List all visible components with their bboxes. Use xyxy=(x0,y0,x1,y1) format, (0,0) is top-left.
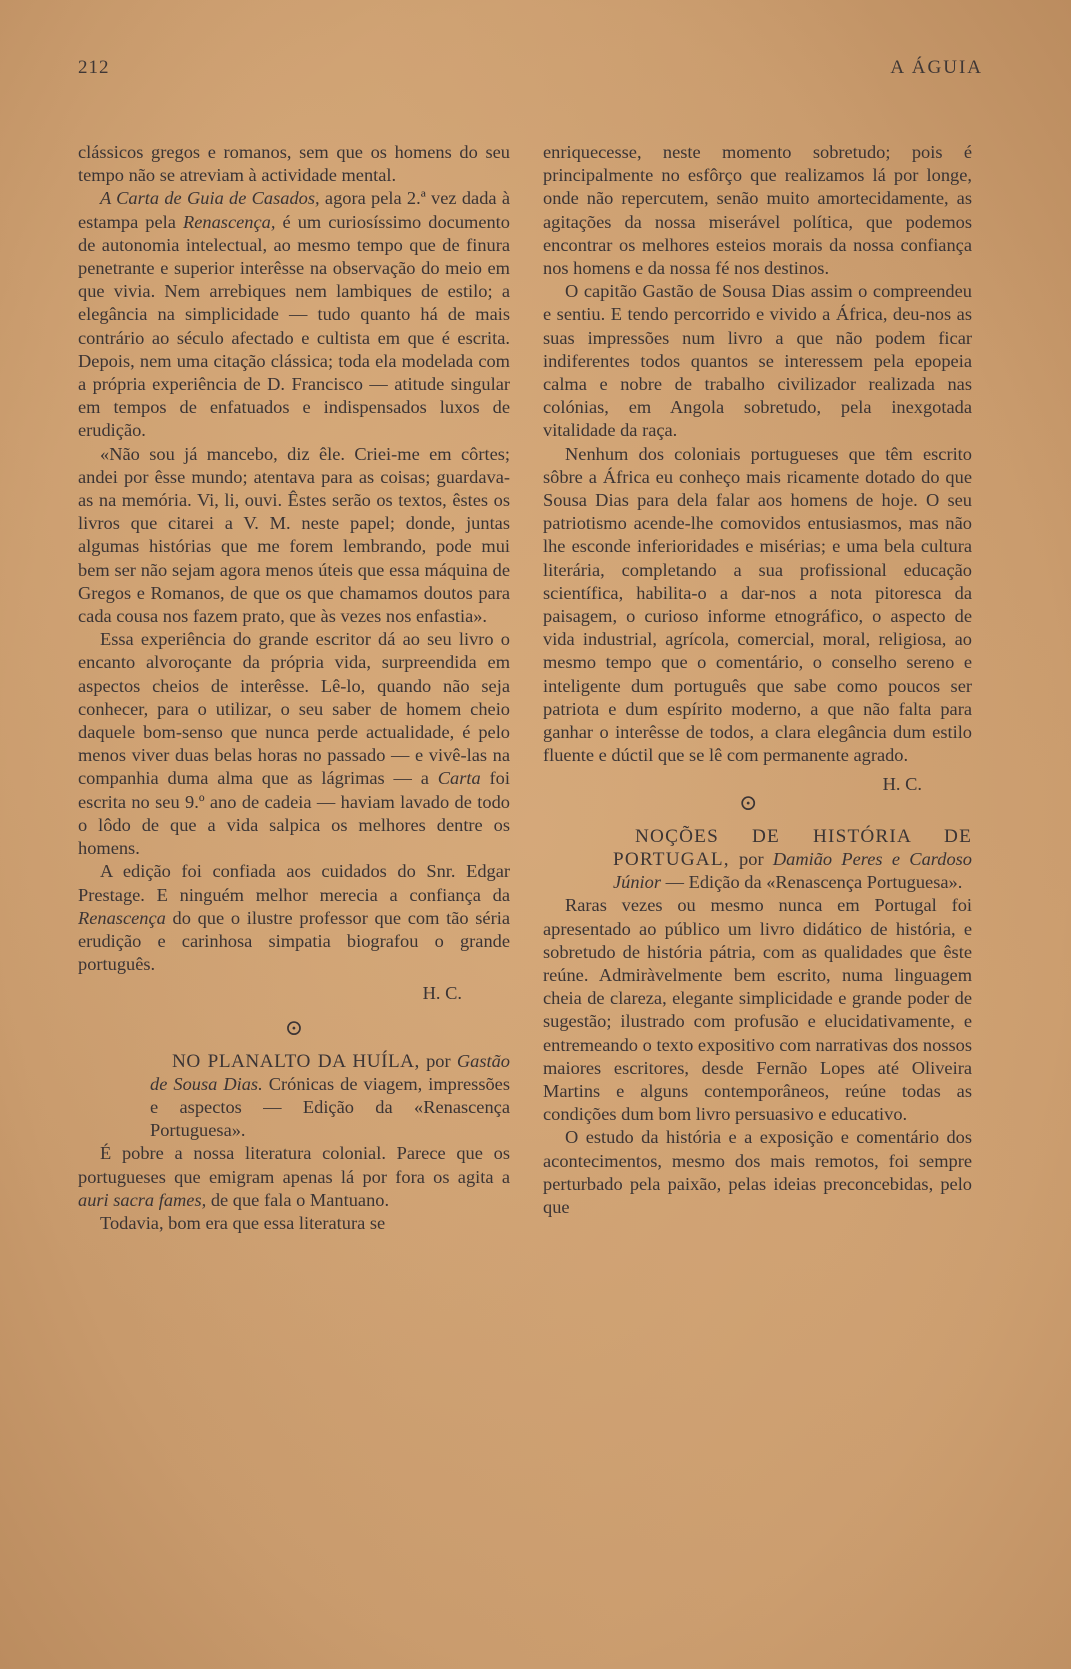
text-run: é um curiosíssimo documento de autonomia intelectual, ao mesmo tempo que de finura penetrante e superior interêsse na observação do meio em que vivia. Nem arrebiques nem lambiques de estilo; a elegância na simplicidade — tudo quanto há de mais contrário ao século afectado e cultista em que é escrita. Depois, nem uma citação clássica; toda ela modelada com a própria experiência de D. Francisco — atitude singular em tempos de enfatuados e indispensados luxos de erudição. xyxy=(78,211,510,441)
paragraph: Nenhum dos coloniais portugueses que têm escrito sôbre a África eu conheço mais ricamente dotado do que Sousa Dias para dela falar aos homens de hoje. O seu patriotismo acende-lhe comovidos entusiasmos, mas não lhe esconde inferioridades e misérias; e uma bela cultura literária, completando a sua profissional educação scientífica, habilita-o a dar-nos a nota pitoresca da paisagem, o curioso informe etnográfico, o aspecto de vida industrial, agrícola, comercial, moral, religiosa, ao mesmo tempo que o comentário, o conselho sereno e inteligente dum português que sabe como poucos ser patriota e dum espírito moderno, a que não falta para ganhar o interêsse de todos, a clara elegância dum estilo fluente e dúctil que se lê com permanente agrado. xyxy=(543,443,972,766)
paragraph: Todavia, bom era que essa literatura se xyxy=(100,1212,386,1233)
paragraph xyxy=(78,860,510,976)
review-description: Crónicas de viagem, impressões e aspectos — Edição da «Renascença Portuguesa». xyxy=(150,1073,510,1141)
italic-text: Renascença, xyxy=(183,211,276,232)
italic-text: auri sacra fames, xyxy=(78,1189,207,1210)
running-title: A ÁGUIA xyxy=(890,57,983,78)
text-run: agora pela 2.ª vez dada à estampa pela xyxy=(78,188,510,232)
paragraph xyxy=(78,628,510,860)
review-heading xyxy=(78,1050,510,1143)
review-author: Damião Peres e Cardoso Júnior xyxy=(613,848,972,893)
right-column xyxy=(543,141,972,1219)
ornament-icon: ⊙ xyxy=(739,789,758,815)
review-heading xyxy=(543,825,972,895)
ornament-icon: ⊙ xyxy=(284,1014,304,1040)
paragraph xyxy=(78,187,510,442)
left-column xyxy=(78,141,510,1235)
text-run: do que o ilustre professor que com tão séria erudição e carinhosa simpatia biografou o grande português. xyxy=(78,907,510,975)
text-run: É pobre a nossa literatura colonial. Parece que os portugueses que emigram apenas lá por fora os agita a xyxy=(78,1143,510,1187)
signature: H. C. xyxy=(422,983,462,1004)
paragraph: clássicos gregos e romanos, sem que os homens do seu tempo não se atreviam à actividade mental. xyxy=(78,142,510,186)
text-run: foi escrita no seu 9.º ano de cadeia — haviam lavado de todo o lôdo de que a vida salpica os melhores dentre os homens. xyxy=(78,768,510,859)
paragraph: O capitão Gastão de Sousa Dias assim o compreendeu e sentiu. E tendo percorrido e vivido a África, deu-nos as suas impressões num livro a que não podem ficar indiferentes todos quantos se interessem pela epopeia calma e nobre de trabalho civilizador realizada nas colónias, em Angola sobretudo, pela inexgotada vitalidade da raça. xyxy=(543,281,972,441)
italic-text: Renascença xyxy=(78,907,166,928)
text-run: de que fala o Mantuano. xyxy=(206,1189,390,1210)
text-run: A edição foi confiada aos cuidados do Snr. Edgar Prestage. E ninguém melhor merecia a confiança da xyxy=(78,861,510,905)
italic-text: A Carta de Guia de Casados, xyxy=(100,188,320,209)
signature: H. C. xyxy=(882,774,922,795)
paragraph: O estudo da história e a exposição e comentário dos acontecimentos, mesmo dos mais remotos, foi sempre perturbado pela paixão, pelas ideias preconcebidas, pelo que xyxy=(543,1127,972,1217)
italic-text: Carta xyxy=(437,768,481,789)
review-author: Gastão de Sousa Dias. xyxy=(150,1050,510,1094)
review-title: NO PLANALTO DA HUÍLA, xyxy=(172,1050,420,1072)
review-description: — Edição da «Renascença Portuguesa». xyxy=(661,872,963,893)
page-number: 212 xyxy=(78,57,110,78)
paragraph: Raras vezes ou mesmo nunca em Portugal foi apresentado ao público um livro didático de história, e sobretudo de história pátria, com as qualidades que êste reúne. Admiràvelmente bem escrito, numa linguagem cheia de clareza, elegante simplicidade e grande poder de sugestão; ilustrado com profusão e elucidativamente, e entremeando o texto expositivo com narrativas dos nossos maiores escritores, desde Fernão Lopes até Oliveira Martins e alguns contemporâneos, reúne todas as condições dum bom livro persuasivo e educativo. xyxy=(543,895,972,1125)
paragraph: «Não sou já mancebo, diz êle. Criei-me em côrtes; andei por êsse mundo; atentava para as coisas; guardava-as na memória. Vi, li, ouvi. Êstes serão os textos, êstes os livros que citarei a V. M. neste papel; donde, juntas algumas histórias que me forem lembrando, pode mui bem ser não sejam agora menos úteis que essa máquina de Gregos e Romanos, de que os que chamamos doutos para cada cousa nos fazem prato, que às vezes nos enfastia». xyxy=(78,443,510,627)
text-run: por xyxy=(729,848,773,869)
paragraph: enriquecesse, neste momento sobretudo; pois é principalmente no esfôrço que realizamos lá por longe, onde não repercutem, senão muito amortecidamente, as agitações da nossa miserável política, que podemos encontrar os melhores esteios morais da nossa confiança nos homens e da nossa fé nos destinos. xyxy=(543,142,972,279)
review-title: NOÇÕES DE HISTÓRIA DE PORTUGAL, xyxy=(613,825,972,870)
text-run: Essa experiência do grande escritor dá ao seu livro o encanto alvoroçante da própria vida, surpreendida em aspectos cheios de interêsse. Lê-lo, quando não seja conhecer, para o utilizar, o seu saber de homem cheio daquele bom-senso que nunca perde actualidade, é pelo menos viver duas belas horas no passado — e vivê-las na companhia duma alma que as lágrimas — a xyxy=(78,629,510,789)
text-run: por xyxy=(419,1050,457,1071)
paragraph xyxy=(78,1142,510,1212)
